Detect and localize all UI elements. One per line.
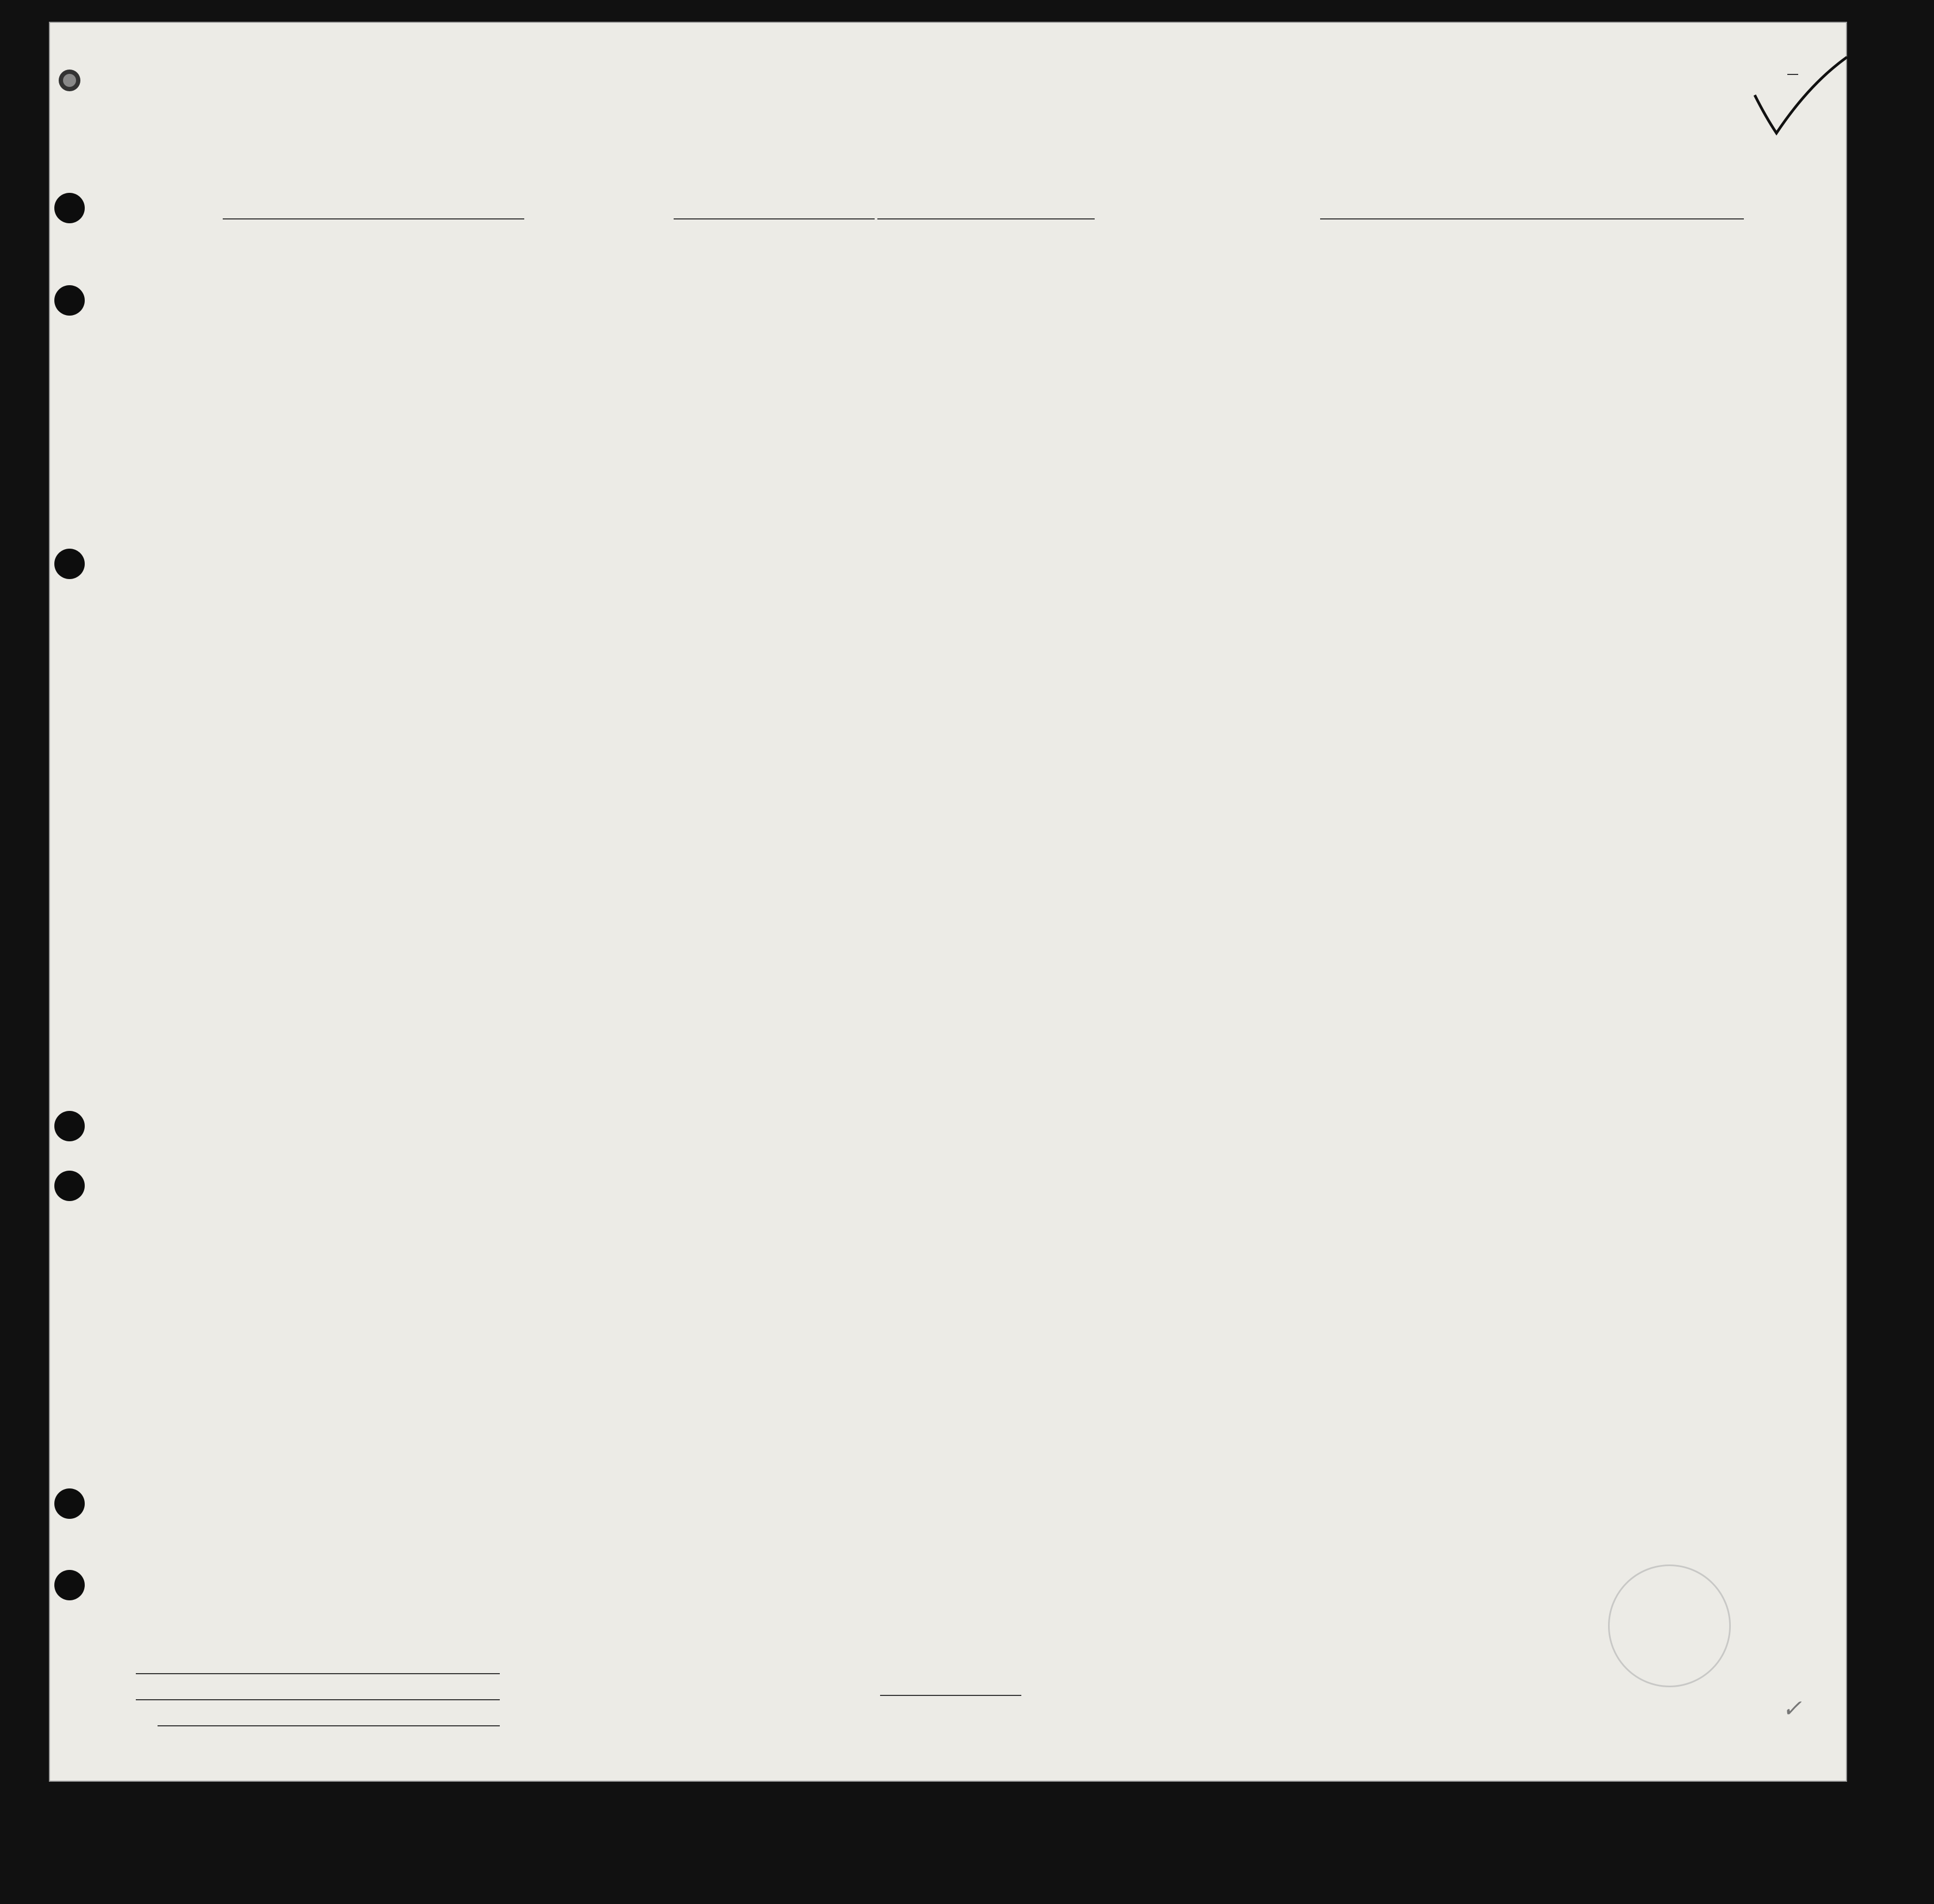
checkmark-icon	[1744, 52, 1853, 149]
margin-mark: ✓	[1782, 1695, 1802, 1723]
arriving-port-field	[674, 185, 875, 219]
line-field	[136, 1657, 500, 1674]
from-port-field	[1320, 163, 1744, 219]
seal-icon	[57, 68, 82, 93]
binder-hole	[54, 1111, 85, 1141]
binder-hole	[54, 285, 85, 316]
owners-field	[136, 1683, 500, 1700]
agents-field	[158, 1710, 500, 1726]
arrival-date-field	[877, 185, 1095, 219]
inspector-line	[880, 1694, 1021, 1696]
binder-hole	[54, 1570, 85, 1600]
binder-hole	[54, 193, 85, 223]
binder-hole	[54, 549, 85, 579]
vessel-name-field	[223, 194, 524, 219]
binder-hole	[54, 1488, 85, 1519]
faint-stamp	[1608, 1564, 1731, 1687]
crew-table	[87, 234, 1821, 1642]
binder-hole	[54, 1171, 85, 1201]
